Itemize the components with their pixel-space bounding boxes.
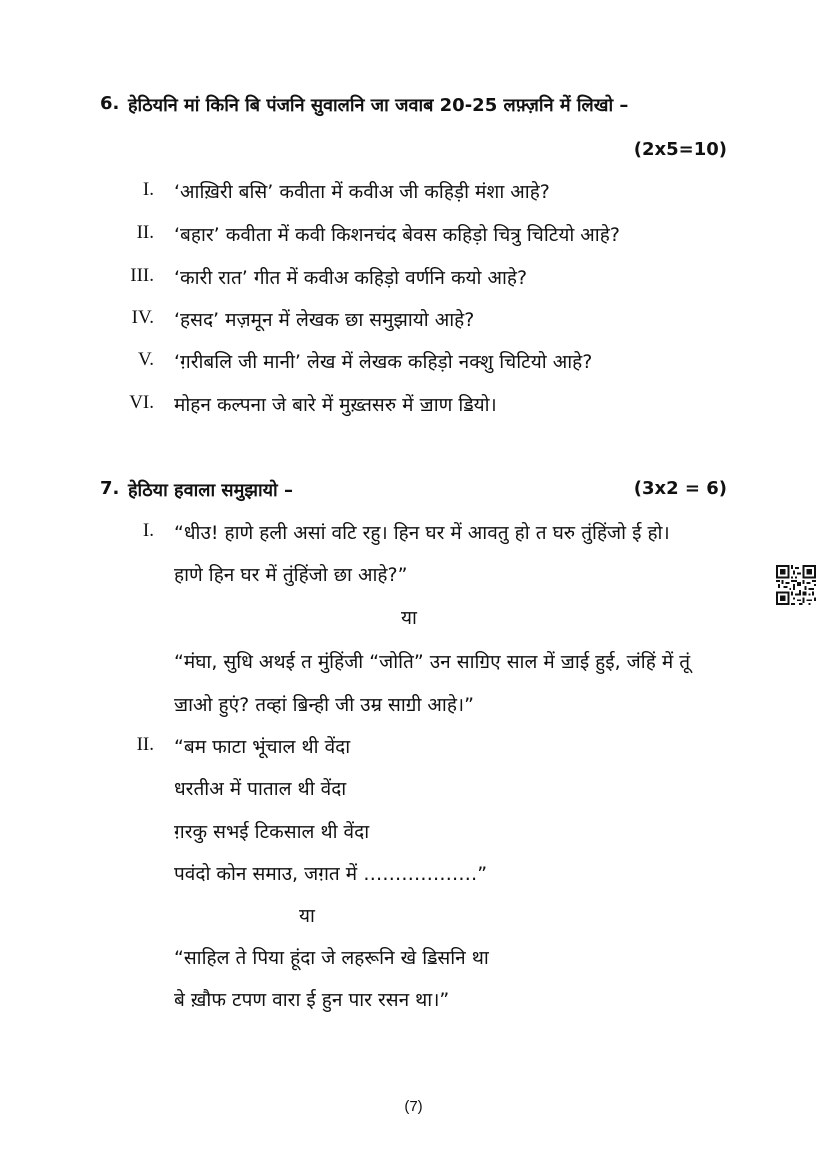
q6-item-6-text: मोहन कल्पना जे बारे में मुख़्तसरु में ॼाण ॾियो। [174,394,497,416]
page-number: (7) [404,1098,423,1115]
qr-code-icon [776,565,816,605]
q7-part2-line6: बे ख़ौफ टपण वारा ई हुन पार रसन था।” [174,989,450,1011]
q7-marks: (3x2 = 6) [633,478,727,499]
q7-part2-roman: II. [136,734,154,755]
q6-item-5-roman: V. [137,349,154,370]
q6-item-2-text: ‘बहार’ कवीता में कवी किशनचंद बेवस कहिड़ो चित्रु चिटियो आहे? [174,224,620,246]
q6-item-1-text: ‘आख़िरी बसि’ कवीता में कवीअ जी कहिड़ी मंशा आहे? [174,181,550,203]
q6-number: 6. [100,93,120,114]
q7-part2-line4: पवंदो कोन समाउ, जग़त में ………………” [174,863,488,885]
q6-item-5-text: ‘ग़रीबलि जी मानी’ लेख में लेखक कहिड़ो नक्शु चिटियो आहे? [174,351,593,373]
q7-part2-line3: ग़रकु सभई टिकसाल थी वेंदा [174,821,370,843]
q7-part1-line1: “धीउ! हाणे हली असां वटि रहु। हिन घर में आवतु हो त घरु तुंहिंजो ई हो। [174,522,670,544]
q6-title: हेठियनि मां किनि बि पंजनि सुवालनि जा जवाब 20-25 लफ़्ज़नि में लिखो – [128,95,629,116]
q6-item-2-roman: II. [136,222,154,243]
q7-part1-roman: I. [142,520,154,541]
q6-item-6-roman: VI. [129,392,154,413]
q7-part2-line1: “बम फाटा भूंचाल थी वेंदा [174,736,351,758]
q6-item-3-text: ‘कारी रात’ गीत में कवीअ कहिड़ो वर्णनि कयो आहे? [174,267,528,289]
q7-title: हेठिया हवाला समुझायो – [128,480,293,501]
q7-part2-or: या [299,905,315,927]
q7-part1-line4: ॼाओ हुएं? तव्हां ॿिन्ही जी उम्र साॻी आहे।” [174,694,474,716]
q7-number: 7. [100,478,120,499]
q7-part2-line5: “साहिल ते पिया हूंदा जे लहरूनि खे ॾिसनि था [174,947,489,969]
q6-marks: (2x5=10) [633,139,727,160]
q6-item-4-text: ‘हसद’ मज़मून में लेखक छा समुझायो आहे? [174,309,475,331]
q7-part2-line2: धरतीअ में पाताल थी वेंदा [174,778,347,800]
q7-part1-or: या [401,607,417,629]
q6-item-4-roman: IV. [131,307,154,328]
q6-item-3-roman: III. [130,265,154,286]
q7-part1-line2: हाणे हिन घर में तुंहिंजो छा आहे?” [174,564,408,586]
q6-item-1-roman: I. [142,179,154,200]
q7-part1-line3: “मंघा, सुधि अथई त मुंहिंजी “जोति” उन साॻिए साल में ॼाई हुई, जंहिं में तूं [174,651,691,673]
